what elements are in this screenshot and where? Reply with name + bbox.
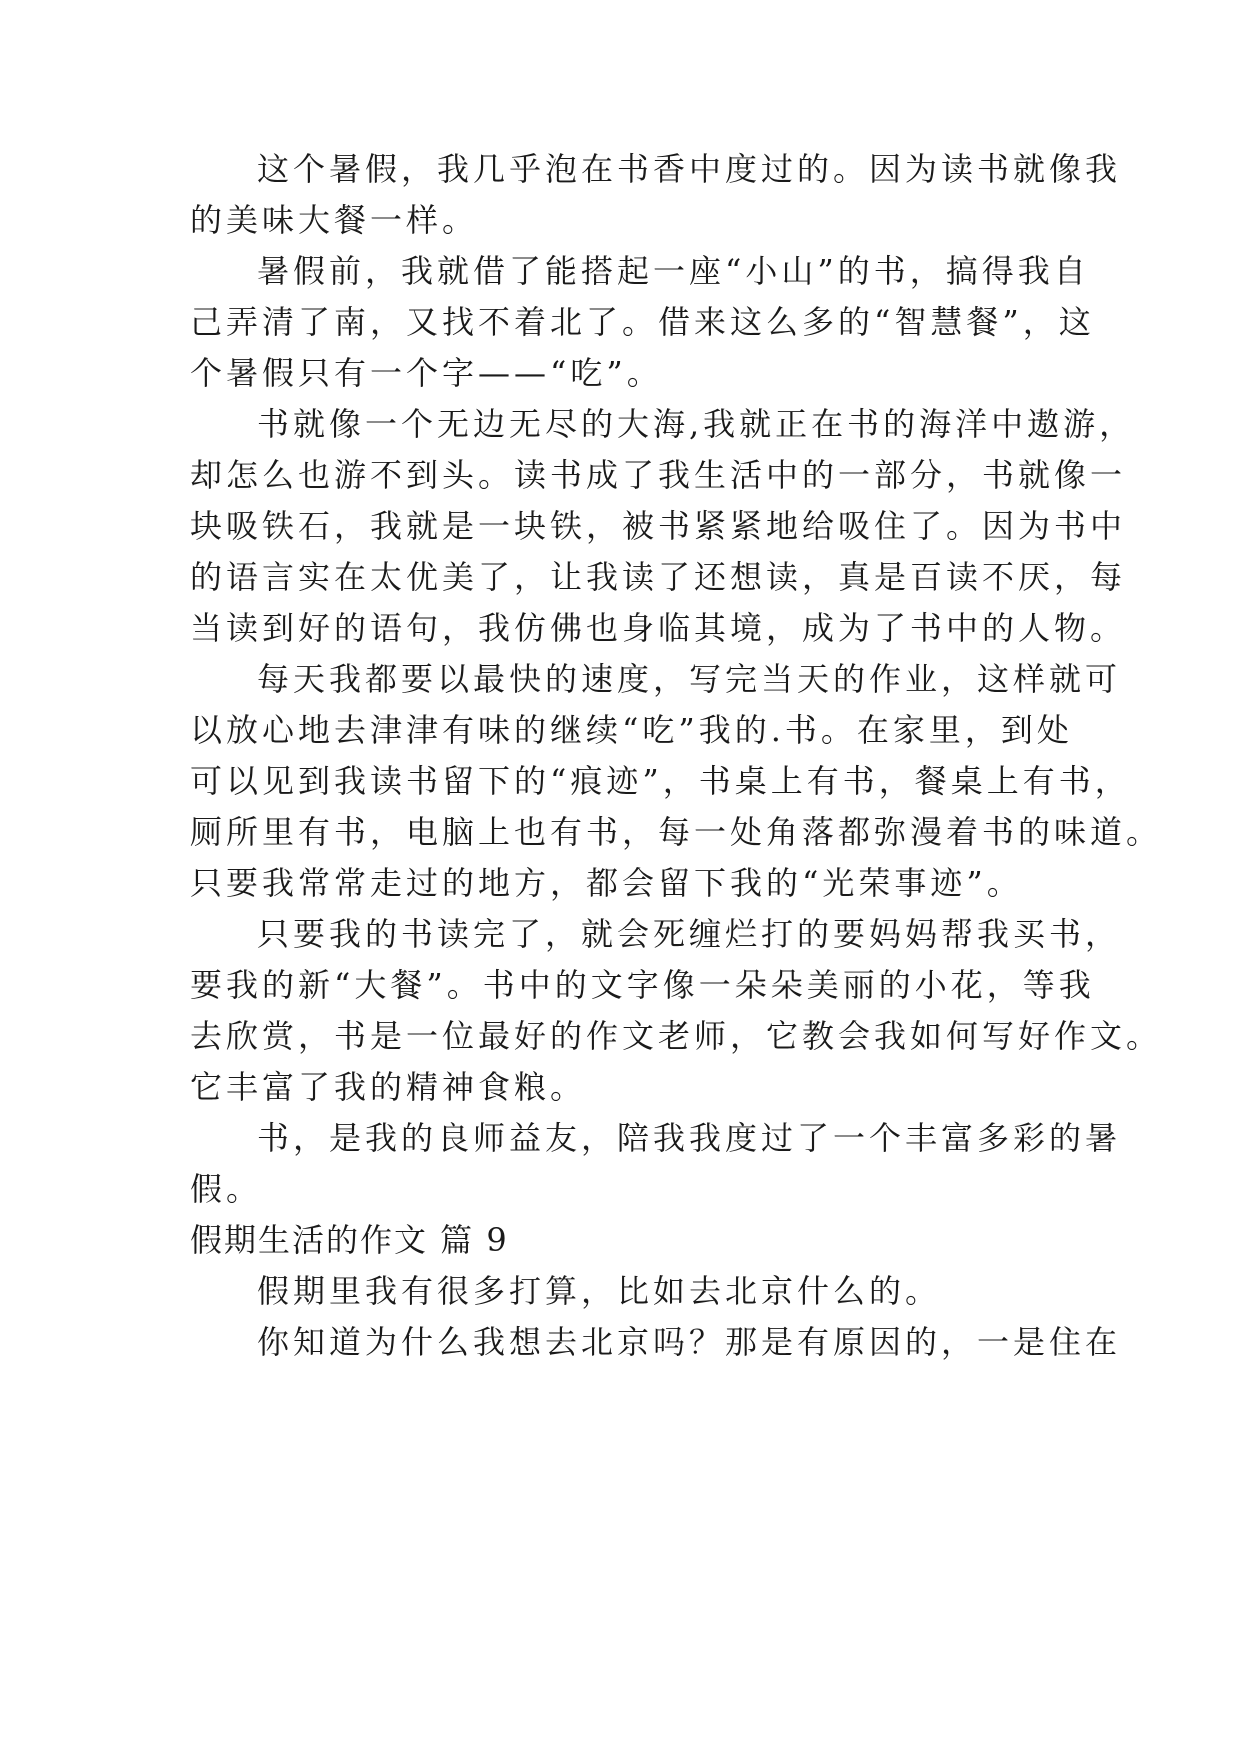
text-line: 你知道为什么我想去北京吗？那是有原因的，一是住在 [257, 1323, 1122, 1361]
text-line: 假期里我有很多打算，比如去北京什么的。 [257, 1272, 942, 1310]
text-line: 这个暑假，我几乎泡在书香中度过的。因为读书就像我 [257, 150, 1122, 188]
text-line: 个暑假只有一个字——“吃”。 [190, 354, 663, 392]
text-line: 每天我都要以最快的速度，写完当天的作业，这样就可 [257, 660, 1122, 698]
text-line: 己弄清了南，又找不着北了。借来这么多的“智慧餐”，这 [190, 303, 1095, 341]
text-line: 书就像一个无边无尽的大海,我就正在书的海洋中遨游， [257, 405, 1136, 443]
text-line: 以放心地去津津有味的继续“吃”我的.书。在家里，到处 [190, 711, 1073, 749]
text-line: 它丰富了我的精神食粮。 [190, 1068, 587, 1106]
text-line: 的语言实在太优美了，让我读了还想读，真是百读不厌，每 [190, 558, 1127, 596]
text-line: 假。 [190, 1170, 263, 1208]
text-line: 可以见到我读书留下的“痕迹”，书桌上有书，餐桌上有书， [190, 762, 1131, 800]
section-heading: 假期生活的作文 篇 9 [190, 1221, 509, 1259]
text-line: 只要我的书读完了，就会死缠烂打的要妈妈帮我买书， [257, 915, 1122, 953]
text-line: 当读到好的语句，我仿佛也身临其境，成为了书中的人物。 [190, 609, 1127, 647]
text-line: 只要我常常走过的地方，都会留下我的“光荣事迹”。 [190, 864, 1023, 902]
text-line: 却怎么也游不到头。读书成了我生活中的一部分，书就像一 [190, 456, 1127, 494]
text-line: 去欣赏，书是一位最好的作文老师，它教会我如何写好作文。 [190, 1017, 1163, 1055]
text-line: 书，是我的良师益友，陪我我度过了一个丰富多彩的暑 [257, 1119, 1122, 1157]
text-line: 块吸铁石，我就是一块铁，被书紧紧地给吸住了。因为书中 [190, 507, 1127, 545]
text-line: 要我的新“大餐”。书中的文字像一朵朵美丽的小花，等我 [190, 966, 1095, 1004]
text-line: 厕所里有书，电脑上也有书，每一处角落都弥漫着书的味道。 [190, 813, 1163, 851]
text-line: 的美味大餐一样。 [190, 201, 479, 239]
text-line: 暑假前，我就借了能搭起一座“小山”的书，搞得我自 [257, 252, 1090, 290]
